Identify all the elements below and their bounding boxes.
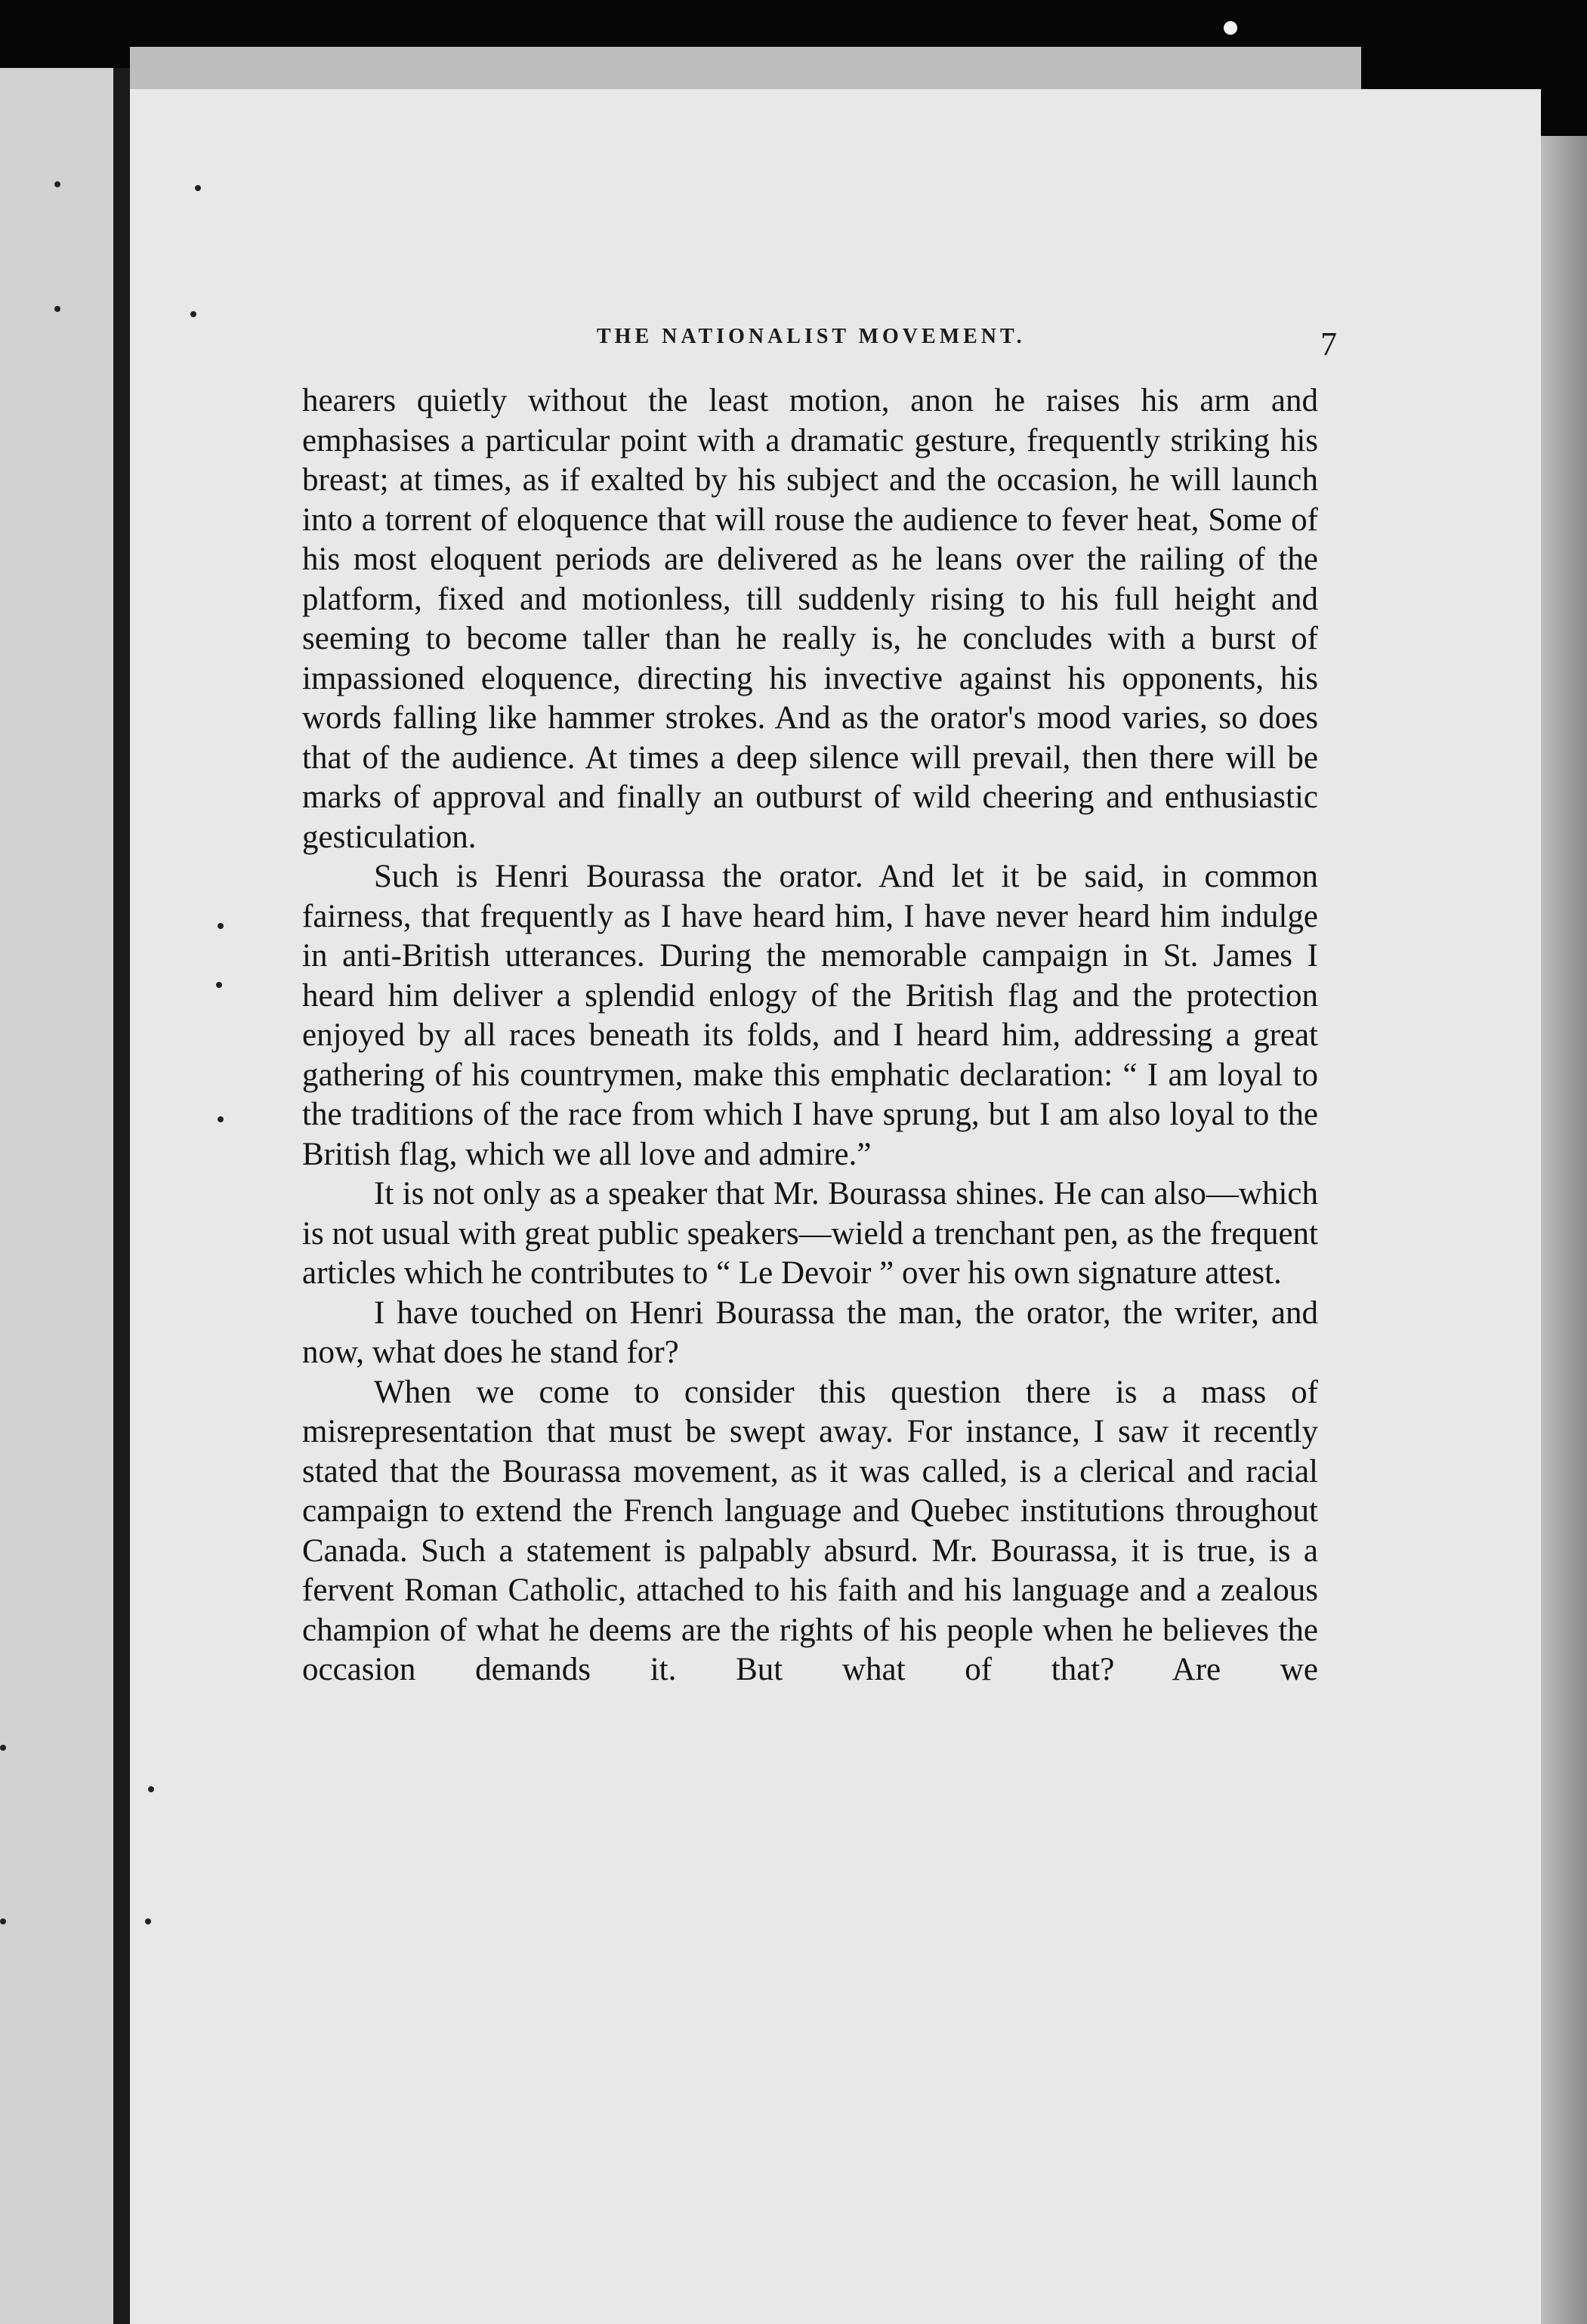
running-title: THE NATIONALIST MOVEMENT. [597, 325, 1026, 348]
margin-speck [145, 1918, 151, 1924]
margin-speck [218, 923, 224, 929]
top-page-strip [130, 47, 1361, 92]
paragraph: Such is Henri Bourassa the orator. And let it be said, in common fairness, that frequently as I have heard him, I have never heard him indulge in anti-British utterances. During the memorable campaign in St. James I heard him deliver a splendid enlogy of the British flag and the protection enjoyed by all races beneath its folds, and I heard him, addressing a great gathering of his countrymen, make this emphatic declaration: “ I am loyal to the traditions of the race from which I have sprung, but I am also loyal to the British flag, which we all love and admire.” [302, 859, 1318, 1172]
margin-speck [54, 306, 60, 312]
margin-speck [0, 1745, 6, 1751]
margin-speck [218, 1116, 224, 1122]
page-header [317, 325, 1337, 370]
margin-speck [54, 181, 60, 187]
paragraph: When we come to consider this question there is a mass of misrepresentation that must be swept away. For instance, I saw it recently stated that the Bourassa movement, as it was called, is a clerical and racial campaign to extend the French language and Quebec institutions throughout Canada. Such a statement is palpably absurd. Mr. Bourassa, it is true, is a fervent Roman Catholic, attached to his faith and his language and a zealous champion of what he deems are the rights of his people when he believes the occasion demands it. But what of that? Are we [302, 1374, 1318, 1687]
margin-speck [148, 1786, 154, 1792]
paragraph: It is not only as a speaker that Mr. Bourassa shines. He can also—which is not usual with great public speakers—wield a trenchant pen, as the frequent articles which he contributes to “ Le Devoir ” over his own signature attest. [302, 1176, 1318, 1291]
previous-page-margin [0, 68, 113, 2324]
margin-speck [195, 185, 201, 191]
page-number: 7 [1320, 326, 1337, 363]
body-text [302, 381, 1318, 1690]
margin-speck [0, 1918, 6, 1924]
margin-speck [216, 982, 222, 988]
paragraph: I have touched on Henri Bourassa the man, the orator, the writer, and now, what does he stand for? [302, 1295, 1318, 1370]
paragraph: hearers quietly without the least motion, anon he raises his arm and emphasises a particular point with a dramatic gesture, frequently striking his breast; at times, as if exalted by his subject and the occasion, he will launch into a torrent of eloquence that will rouse the audience to fever heat, Some of his most eloquent periods are delivered as he leans over the railing of the platform, fixed and motionless, till suddenly rising to his full height and seeming to become taller than he really is, he concludes with a burst of impassioned eloquence, directing his invective against his opponents, his words falling like hammer strokes. And as the orator's mood varies, so does that of the audience. At times a deep silence will prevail, then there will be marks of approval and finally an outburst of wild cheering and enthusiastic gesticulation. [302, 383, 1318, 855]
margin-speck [1224, 21, 1237, 35]
page-gutter [113, 68, 130, 2324]
margin-speck [190, 311, 196, 317]
page-right-edge [1541, 136, 1587, 2324]
